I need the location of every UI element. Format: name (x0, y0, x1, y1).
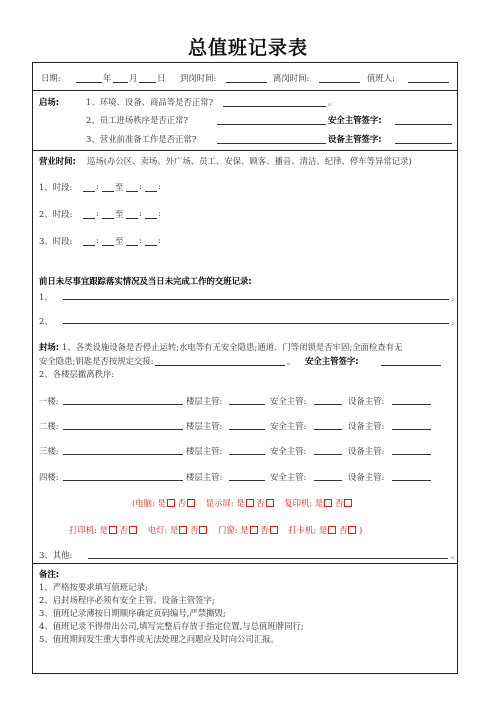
key-handover-field[interactable] (155, 365, 285, 366)
punch-clock-no-checkbox[interactable] (348, 526, 356, 534)
followup-line-1-label: 1、 (39, 292, 53, 302)
closing-label: 封场: (39, 342, 60, 352)
light-no-checkbox[interactable] (199, 526, 207, 534)
business-label: 营业时间: (39, 156, 76, 166)
arrive-time-label: 到岗时间: (180, 73, 217, 83)
copier-no-checkbox[interactable] (344, 499, 352, 507)
computer-no-checkbox[interactable] (187, 499, 195, 507)
opening-item-2: 2、员工进场秩序是否正常? (86, 115, 188, 125)
followup-line-2-field[interactable] (63, 323, 449, 324)
month-field[interactable] (113, 82, 128, 83)
opening-item-1: 1、环境、设备、商品等是否正常? (86, 97, 214, 107)
arrive-time-field[interactable] (226, 82, 267, 83)
day-field[interactable] (139, 82, 156, 83)
closing-text-1: 1、各类设施设备是否停止运转;水电等有无安全隐患;通道、门等闭锁是否牢固;全面检查有无 (62, 342, 403, 352)
computer-yes-checkbox[interactable] (167, 499, 175, 507)
closing-sign-label: 安全主管签字: (305, 356, 359, 366)
duty-person-label: 值班人: (367, 73, 395, 83)
copier-yes-checkbox[interactable] (324, 499, 332, 507)
opening-item-3-field[interactable] (217, 143, 326, 144)
door-window-yes-checkbox[interactable] (250, 526, 258, 534)
year-field[interactable] (76, 82, 102, 83)
followup-line-2-label: 2、 (39, 316, 53, 326)
opening-item-3: 3、营业前准备工作是否正常? (86, 134, 197, 144)
device-check-row-1: (电脑: 是 否 显示屏: 是 否 复印机: 是 否 (132, 497, 352, 509)
notes-label: 备注: (39, 569, 60, 579)
printer-no-checkbox[interactable] (129, 526, 137, 534)
closing-text-2: 安全隐患;钥匙是否按规定交接: (39, 356, 154, 366)
followup-line-1-field[interactable] (63, 299, 449, 300)
page-title: 总值班记录表 (187, 37, 308, 59)
printer-yes-checkbox[interactable] (109, 526, 117, 534)
duty-person-field[interactable] (408, 82, 449, 83)
month-label: 月 (129, 73, 138, 83)
note-item-3: 3、值班记录薄按日期顺序确定页码编号,严禁撕毁; (39, 608, 226, 618)
opening-label: 启场: (39, 97, 60, 107)
opening-item-2-field[interactable] (217, 124, 326, 125)
leave-time-field[interactable] (319, 82, 360, 83)
light-yes-checkbox[interactable] (179, 526, 187, 534)
monitor-yes-checkbox[interactable] (246, 499, 254, 507)
closing-item-3: 3、其他: (39, 550, 73, 560)
note-item-5: 5、值班期间发生重大事件或无法处理之问题应及时向公司汇报。 (39, 634, 279, 644)
opening-item-1-field[interactable] (223, 106, 326, 107)
note-item-4: 4、值班记录不得带出公司,填写完整后存放于指定位置,与总值班牌同行; (39, 621, 304, 631)
business-desc: 巡场(办公区、卖场、外广场、员工、安保、顾客、播音、清洁、纪律、停车等异常记录) (87, 156, 412, 166)
closing-sign-field[interactable] (381, 365, 441, 366)
safety-sign-field[interactable] (395, 124, 452, 125)
punch-clock-yes-checkbox[interactable] (328, 526, 336, 534)
year-label: 年 (103, 73, 112, 83)
duty-record-form: 日期: 年 月 日 到岗时间: 离岗时间: 值班人: 启场: 1、环境、设备、商品等是否正常? 。 2、员工进场秩序是否正常? 安全主管签字: 3、营业前准备工作是否正常? 设备主管签字: 营业时间: 巡场(办公区、卖场、外广场、员工、安保、顾客、播音、清洁、纪律、停车等异常记录) 1、时段: : 至 : : 2、时段: : 至 : : 3、时段: : 至 : : 前日未尽事宜跟踪落实情况及当日未完成工作的交班记录: 1、 。 2、 。 封场: 1、各类设施设备是否停止运转;水电等有无安全隐患;通道、门等闭锁是否牢固;全面检查有无 安全隐患;钥匙是否按规定交接: 。 安全主管签字: 2、各楼层撤离秩序: 一楼: 楼层主管: 安全主管: 设备主管: 二楼: 楼层主管: 安全主管: 设备主管: 三楼: 楼层主管: 安全主管: 设备主管: 四楼: 楼层主管: 安全主管: 设备主管: (电脑: 是 否 显示屏: 是 否 复印机: 是 否 打印机: 是 否 电灯: 是 否 门窗: 是 否 打卡机: 是 否 ) 3、其他: 。 备注: 1、严格按要求填写值班记录; 2、启封场程序必须有安全主管、设备主管签字; 3、值班记录薄按日期顺序确定页码编号,严禁撕毁; 4、值班记录不得带出公司,填写完整后存放于指定位置,与总值班牌同行; 5、值班期间发生重大事件或无法处理之问题应及时向公司汇报。 (32, 62, 458, 674)
closing-item-2: 2、各楼层撤离秩序: (39, 369, 115, 379)
note-item-1: 1、严格按要求填写值班记录; (39, 582, 148, 592)
device-check-row-2: 打印机: 是 否 电灯: 是 否 门窗: 是 否 打卡机: 是 否 ) (69, 525, 363, 535)
equipment-sign-label: 设备主管签字: (328, 134, 382, 144)
day-label: 日 (157, 73, 166, 83)
door-window-no-checkbox[interactable] (270, 526, 278, 534)
date-label: 日期: (41, 73, 61, 83)
monitor-no-checkbox[interactable] (266, 499, 274, 507)
safety-sign-label: 安全主管签字: (328, 115, 382, 125)
leave-time-label: 离岗时间: (273, 73, 310, 83)
note-item-2: 2、启封场程序必须有安全主管、设备主管签字; (39, 595, 215, 605)
followup-heading: 前日未尽事宜跟踪落实情况及当日未完成工作的交班记录: (39, 276, 252, 286)
equipment-sign-field[interactable] (395, 143, 452, 144)
other-field[interactable] (88, 558, 448, 559)
